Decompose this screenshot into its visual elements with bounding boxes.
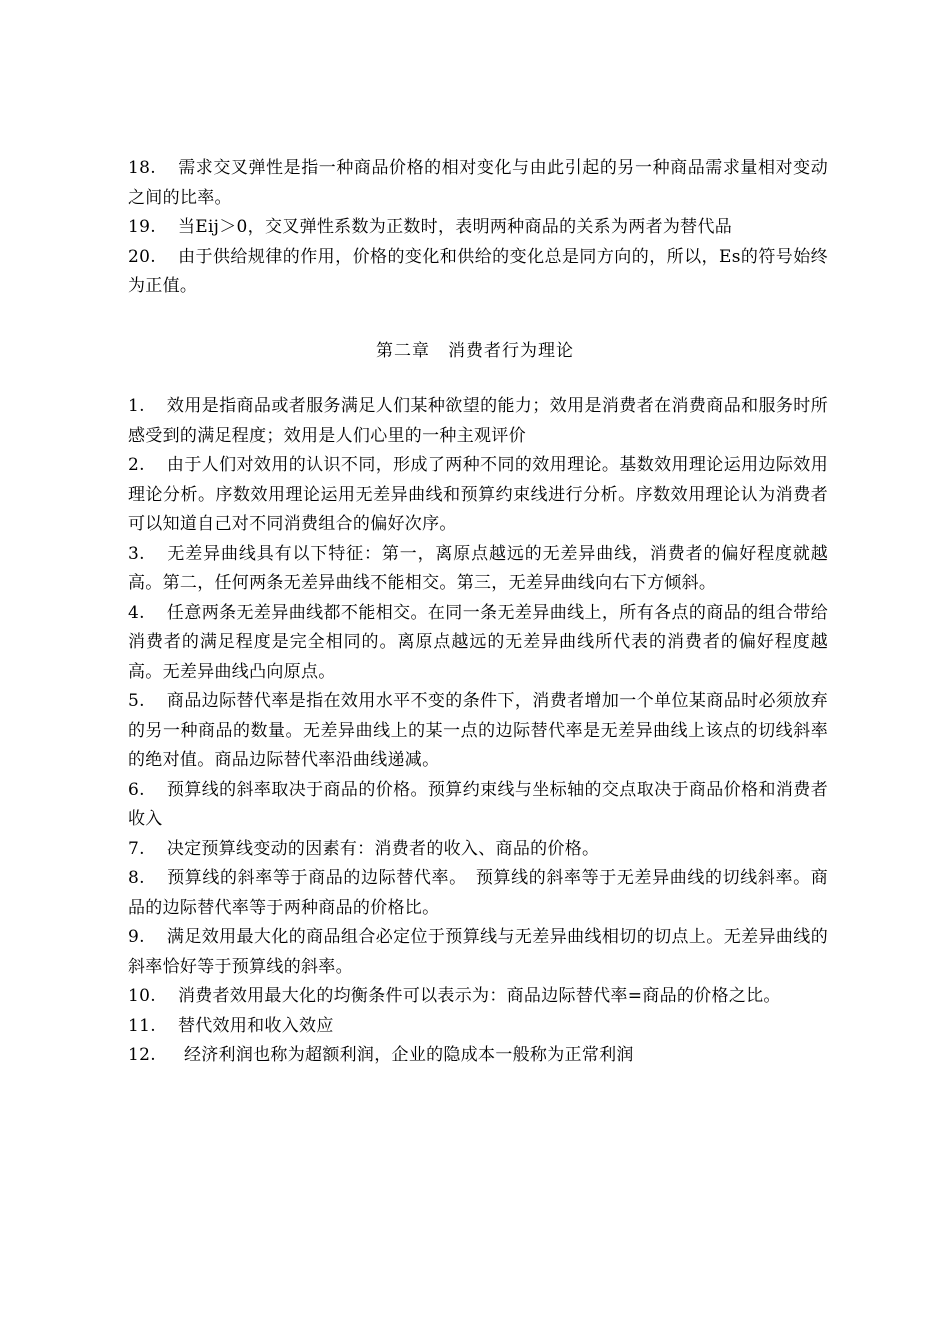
item-number: 12. bbox=[128, 1045, 156, 1065]
item-number: 6. bbox=[128, 779, 145, 800]
item-text: 经济利润也称为超额利润，企业的隐成本一般称为正常利润 bbox=[183, 1045, 634, 1065]
item-text: 预算线的斜率等于商品的边际替代率。 预算线的斜率等于无差异曲线的切线斜率。商品的边际替代率等于两种商品的价格比。 bbox=[128, 868, 828, 918]
item-number: 19. bbox=[128, 217, 156, 237]
list-item bbox=[128, 1041, 828, 1071]
list-item bbox=[128, 687, 828, 776]
list-item bbox=[128, 451, 828, 540]
item-text: 决定预算线变动的因素有：消费者的收入、商品的价格。 bbox=[166, 838, 600, 859]
chapter-title: 第二章 消费者行为理论 bbox=[376, 341, 574, 361]
item-number: 20. bbox=[128, 246, 156, 267]
item-number: 3. bbox=[128, 543, 145, 564]
list-item bbox=[128, 213, 828, 243]
item-text: 当Eij＞0，交叉弹性系数为正数时，表明两种商品的关系为两者为替代品 bbox=[177, 217, 733, 237]
item-number: 2. bbox=[128, 455, 145, 475]
list-item bbox=[128, 982, 828, 1012]
list-item bbox=[128, 540, 828, 599]
list-item bbox=[128, 776, 828, 835]
top-item-list bbox=[128, 154, 828, 302]
list-item bbox=[128, 243, 828, 302]
item-text: 任意两条无差异曲线都不能相交。在同一条无差异曲线上，所有各点的商品的组合带给消费者的满足程度是完全相同的。离原点越远的无差异曲线所代表的消费者的偏好程度越高。无差异曲线凸向原点。 bbox=[128, 602, 828, 682]
item-number: 18. bbox=[128, 158, 156, 178]
item-number: 8. bbox=[128, 868, 145, 888]
item-text: 商品边际替代率是指在效用水平不变的条件下，消费者增加一个单位某商品时必须放弃的另一种商品的数量。无差异曲线上的某一点的边际替代率是无差异曲线上该点的切线斜率的绝对值。商品边际替代率沿曲线递减。 bbox=[128, 691, 828, 770]
list-item bbox=[128, 1012, 828, 1042]
list-item bbox=[128, 864, 828, 923]
item-number: 5. bbox=[128, 691, 145, 711]
item-text: 需求交叉弹性是指一种商品价格的相对变化与由此引起的另一种商品需求量相对变动之间的比率。 bbox=[128, 158, 828, 208]
item-text: 预算线的斜率取决于商品的价格。预算约束线与坐标轴的交点取决于商品价格和消费者收入 bbox=[128, 779, 828, 829]
item-number: 1. bbox=[128, 396, 145, 416]
item-text: 效用是指商品或者服务满足人们某种欲望的能力；效用是消费者在消费商品和服务时所感受到的满足程度；效用是人们心里的一种主观评价 bbox=[128, 396, 828, 446]
list-item bbox=[128, 392, 828, 451]
item-text: 消费者效用最大化的均衡条件可以表示为：商品边际替代率=商品的价格之比。 bbox=[177, 986, 781, 1006]
list-item bbox=[128, 923, 828, 982]
item-number: 7. bbox=[128, 838, 145, 859]
item-text: 由于供给规律的作用，价格的变化和供给的变化总是同方向的，所以，Es的符号始终为正值。 bbox=[128, 246, 828, 296]
item-text: 替代效用和收入效应 bbox=[177, 1015, 334, 1036]
item-number: 10. bbox=[128, 986, 156, 1006]
item-text: 无差异曲线具有以下特征：第一，离原点越远的无差异曲线，消费者的偏好程度就越高。第二，任何两条无差异曲线不能相交。第三，无差异曲线向右下方倾斜。 bbox=[128, 543, 828, 593]
item-text: 由于人们对效用的认识不同，形成了两种不同的效用理论。基数效用理论运用边际效用理论分析。序数效用理论运用无差异曲线和预算约束线进行分析。序数效用理论认为消费者可以知道自己对不同消费组合的偏好次序。 bbox=[128, 455, 828, 534]
item-number: 4. bbox=[128, 602, 145, 623]
item-number: 11. bbox=[128, 1015, 156, 1036]
list-item bbox=[128, 154, 828, 213]
item-text: 满足效用最大化的商品组合必定位于预算线与无差异曲线相切的切点上。无差异曲线的斜率恰好等于预算线的斜率。 bbox=[128, 927, 828, 977]
list-item bbox=[128, 835, 828, 865]
main-item-list bbox=[128, 392, 828, 1071]
list-item bbox=[128, 599, 828, 688]
item-number: 9. bbox=[128, 927, 145, 947]
